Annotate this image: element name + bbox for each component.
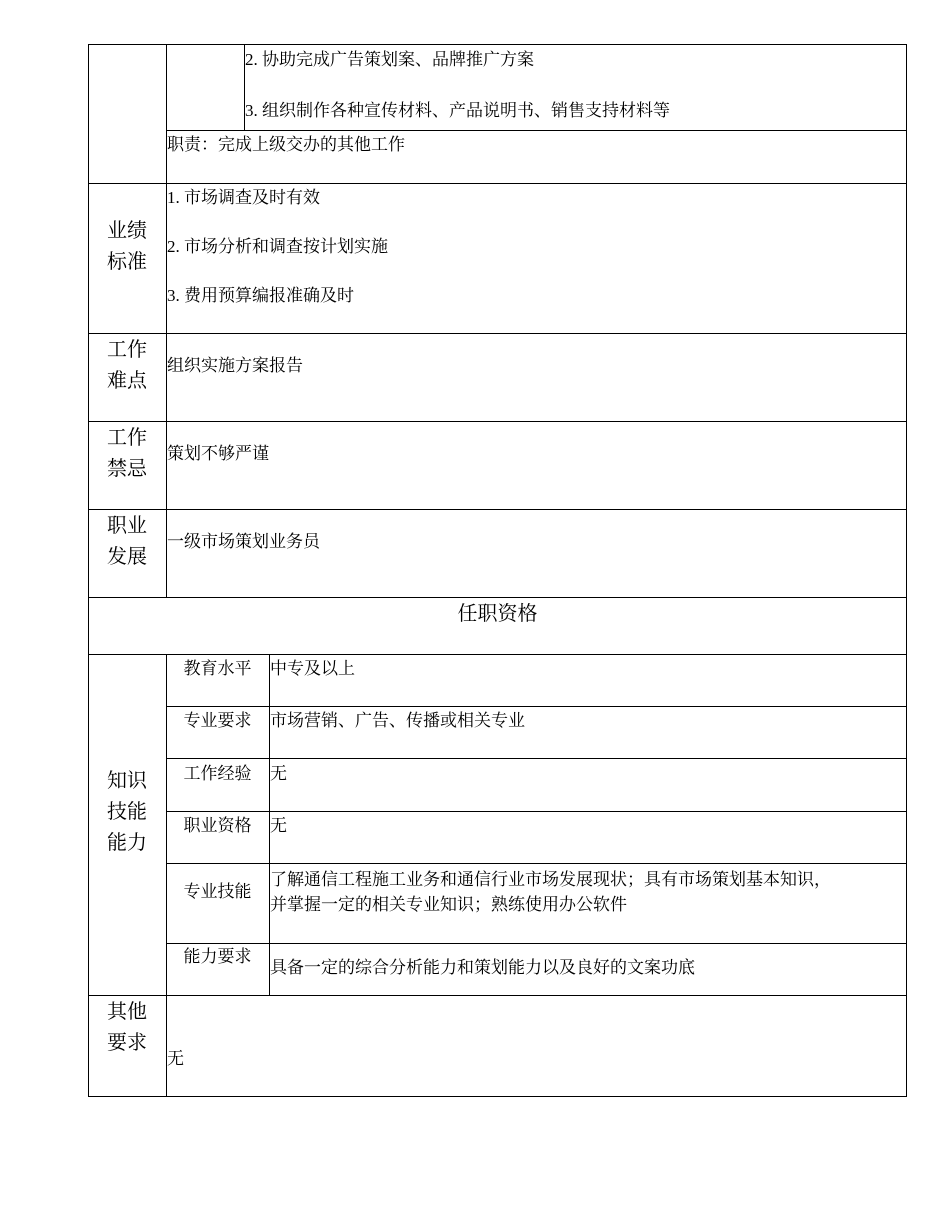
certification-value: 无 [270, 816, 287, 835]
performance-item-1: 1. 市场调查及时有效 [167, 188, 320, 207]
skills-label-3: 能力 [107, 832, 147, 854]
career-value-cell [166, 509, 907, 598]
certification-value-cell [269, 811, 907, 864]
duties-label-cell [88, 44, 167, 184]
certification-label: 职业资格 [183, 816, 252, 835]
difficulty-label-2: 难点 [107, 370, 147, 392]
difficulty-value-cell [166, 333, 907, 422]
education-value-cell [269, 654, 907, 707]
experience-label: 工作经验 [183, 764, 252, 783]
professional-skill-value-1: 了解通信工程施工业务和通信行业市场发展现状；具有市场策划基本知识， [270, 870, 831, 889]
professional-skill-label-cell [166, 863, 270, 944]
experience-value: 无 [270, 764, 287, 783]
skills-label-2: 技能 [107, 801, 147, 823]
career-value: 一级市场策划业务员 [167, 532, 320, 551]
performance-item-3: 3. 费用预算编报准确及时 [167, 286, 354, 305]
education-label: 教育水平 [183, 659, 252, 678]
qualification-title: 任职资格 [457, 603, 538, 625]
professional-skill-label: 专业技能 [183, 882, 252, 901]
duty-other: 职责：完成上级交办的其他工作 [167, 135, 405, 154]
ability-value: 具备一定的综合分析能力和策划能力以及良好的文案功底 [270, 958, 695, 977]
duty-item-3: 3. 组织制作各种宣传材料、产品说明书、销售支持材料等 [245, 101, 670, 120]
difficulty-value: 组织实施方案报告 [167, 356, 303, 375]
performance-label-2: 标准 [107, 251, 147, 273]
other-value-cell [166, 995, 907, 1097]
taboo-label-1: 工作 [107, 427, 147, 449]
duty-item-2: 2. 协助完成广告策划案、品牌推广方案 [245, 50, 534, 69]
performance-item-2: 2. 市场分析和调查按计划实施 [167, 237, 388, 256]
taboo-value-cell [166, 421, 907, 510]
difficulty-label-1: 工作 [107, 339, 147, 361]
skills-label-1: 知识 [107, 770, 147, 792]
taboo-value: 策划不够严谨 [167, 444, 269, 463]
taboo-label-2: 禁忌 [107, 458, 147, 480]
major-value: 市场营销、广告、传播或相关专业 [270, 711, 525, 730]
other-label-1: 其他 [107, 1001, 147, 1023]
education-value: 中专及以上 [270, 659, 355, 678]
professional-skill-value-2: 并掌握一定的相关专业知识；熟练使用办公软件 [270, 895, 627, 914]
performance-label-1: 业绩 [107, 220, 147, 242]
career-label-2: 发展 [107, 546, 147, 568]
experience-value-cell [269, 758, 907, 812]
other-value: 无 [167, 1049, 184, 1068]
duties-sublabel-cell [166, 44, 245, 131]
other-label-2: 要求 [107, 1032, 147, 1054]
career-label-1: 职业 [107, 515, 147, 537]
major-label: 专业要求 [183, 711, 252, 730]
ability-label: 能力要求 [183, 947, 252, 966]
